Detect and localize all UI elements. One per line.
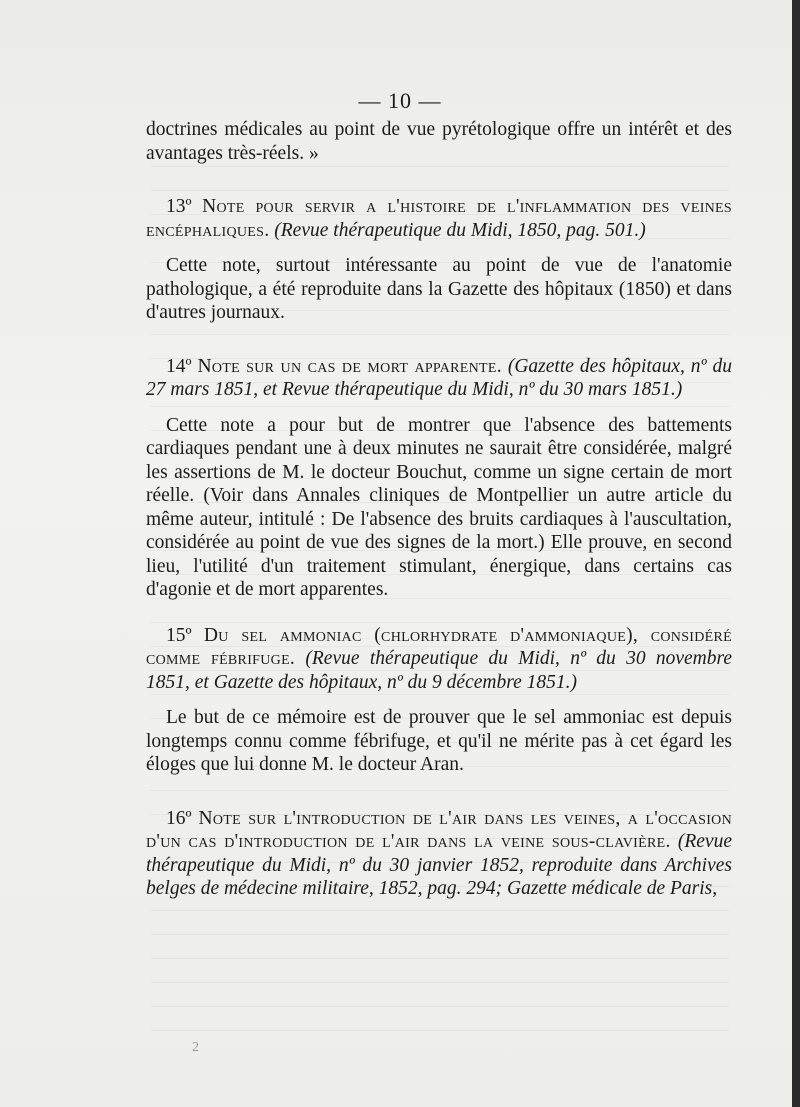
entry-15-reference: (Revue thérapeutique du Midi, nº du 30 novembre 1851, et Gazette des hôpitaux, nº du 9 décembre 1851.) (146, 648, 733, 693)
intro-paragraph-tail: doctrines médicales au point de vue pyrétologique offre un intérêt et des avantages très-réels. » (146, 119, 732, 164)
page-edge-shadow (792, 0, 800, 1107)
entry-13-number: 13º (166, 196, 192, 217)
entry-15-number: 15º (166, 624, 192, 646)
entry-13-title: Note pour servir a l'histoire de l'inflammation des veines encéphaliques. (146, 196, 732, 241)
page-body (146, 118, 732, 901)
entry-15-body: Le but de ce mémoire est de prouver que le sel ammoniac est depuis longtemps connu comme fébrifuge, et qu'il ne mérite pas à cet égard les éloges que lui donne M. le docteur Aran. (146, 707, 732, 775)
entry-13-reference: (Revue thérapeutique du Midi, 1850, pag. 501.) (274, 219, 646, 241)
entry-14-body: Cette note a pour but de montrer que l'absence des battements cardiaques pendant une à deux minutes ne saurait être considérée, malgré les assertions de M. le docteur Bouchut, comme un signe certain de mort réelle. (Voir dans Annales cliniques de Montpellier un autre article du même auteur, intitulé : De l'absence des bruits cardiaques à l'auscultation, considérée au point de vue des signes de la mort.) Elle prouve, en second lieu, l'utilité d'un traitement stimulant, énergique, dans certains cas d'agonie et de mort apparentes. (146, 414, 732, 600)
faint-page-mark: 2 (192, 1040, 199, 1055)
entry-13-body: Cette note, surtout intéressante au point de vue de l'anatomie pathologique, a été reproduite dans la Gazette des hôpitaux (1850) et dans d'autres journaux. (146, 255, 732, 323)
entry-14 (146, 355, 732, 402)
entry-14-reference: (Gazette des hôpitaux, nº du 27 mars 1851, et Revue thérapeutique du Midi, nº du 30 mars 1851.) (146, 355, 733, 400)
entry-16 (146, 807, 732, 901)
entry-14-title: Note sur un cas de mort apparente. (197, 355, 502, 377)
entry-15-title: Du sel ammoniac (chlorhydrate d'ammoniaque), considéré comme fébrifuge. (146, 624, 732, 669)
entry-16-title: Note sur l'introduction de l'air dans les veines, a l'occasion d'un cas d'introduction de l'air dans la veine sous-clavière. (146, 807, 733, 852)
entry-13 (146, 195, 732, 242)
entry-16-reference: (Revue thérapeutique du Midi, nº du 30 janvier 1852, reproduite dans Archives belges de médecine militaire, 1852, pag. 294; Gazette médicale de Paris, (146, 831, 732, 899)
page-number: — 10 — (358, 88, 442, 113)
entry-16-number: 16º (166, 807, 192, 829)
entry-14-number: 14º (166, 355, 192, 377)
entry-15 (146, 624, 732, 695)
